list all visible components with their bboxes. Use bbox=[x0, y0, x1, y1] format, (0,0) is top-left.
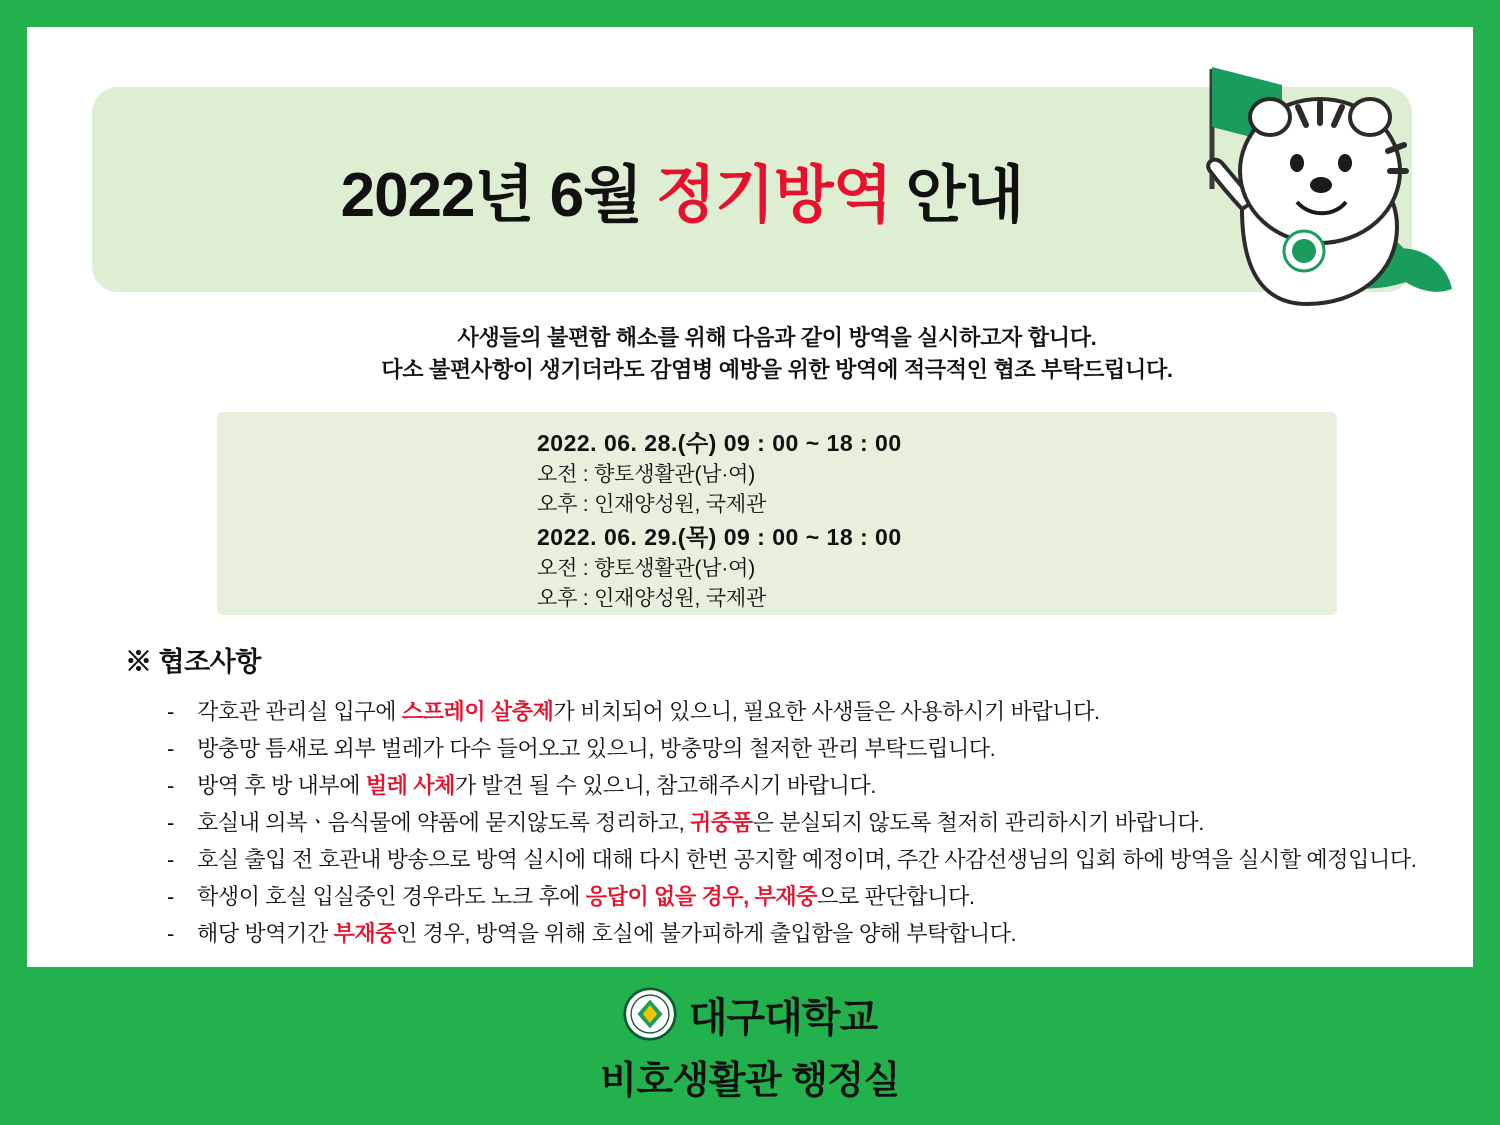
page-title bbox=[92, 87, 1272, 292]
intro-line-2: 다소 불편사항이 생기더라도 감염병 예방을 위한 방역에 적극적인 협조 부탁드립니다. bbox=[381, 357, 1173, 382]
note-text-4: 호실내 의복ㆍ음식물에 약품에 묻지않도록 정리하고, 귀중품은 분실되지 않도록 철저히 관리하시기 바랍니다. bbox=[197, 810, 1204, 835]
intro-text bbox=[54, 322, 1500, 386]
list-bullet: - bbox=[167, 773, 174, 798]
title-part2: 안내 bbox=[905, 161, 1024, 230]
university-emblem-icon bbox=[623, 987, 677, 1041]
schedule-date-2: 2022. 06. 29.(목) 09 : 00 ~ 18 : 00 bbox=[537, 524, 902, 550]
schedule-box bbox=[217, 412, 1337, 615]
schedule-am-2: 오전 : 향토생활관(남·여) bbox=[537, 557, 756, 580]
list-bullet: - bbox=[167, 847, 174, 872]
schedule-am-1: 오전 : 향토생활관(남·여) bbox=[537, 463, 756, 486]
title-part1: 2022년 6월 bbox=[340, 161, 643, 230]
intro-line-1: 사생들의 불편함 해소를 위해 다음과 같이 방역을 실시하고자 합니다. bbox=[457, 325, 1097, 350]
footer-university-name: 대구대학교 bbox=[688, 995, 878, 1040]
note-text-6: 학생이 호실 입실중인 경우라도 노크 후에 응답이 없을 경우, 부재중으로 판단합니다. bbox=[197, 884, 975, 909]
poster-white-area bbox=[27, 27, 1473, 967]
list-item bbox=[167, 695, 1457, 728]
title-band bbox=[92, 87, 1412, 292]
list-bullet: - bbox=[167, 921, 174, 946]
footer-office-name: 비호생활관 행정실 bbox=[600, 1060, 900, 1102]
notes-list bbox=[167, 695, 1457, 954]
list-bullet: - bbox=[167, 884, 174, 909]
list-bullet: - bbox=[167, 699, 174, 724]
footer bbox=[0, 985, 1500, 1104]
list-item bbox=[167, 732, 1457, 765]
list-item bbox=[167, 843, 1457, 876]
schedule-list bbox=[537, 426, 1237, 614]
schedule-pm-2: 오후 : 인재양성원, 국제관 bbox=[537, 587, 767, 610]
list-item bbox=[167, 917, 1457, 950]
note-text-5: 호실 출입 전 호관내 방송으로 방역 실시에 대해 다시 한번 공지할 예정이며, 주간 사감선생님의 입회 하에 방역을 실시할 예정입니다. bbox=[197, 847, 1417, 872]
note-text-2: 방충망 틈새로 외부 벌레가 다수 들어오고 있으니, 방충망의 철저한 관리 부탁드립니다. bbox=[197, 736, 996, 761]
note-text-3: 방역 후 방 내부에 벌레 사체가 발견 될 수 있으니, 참고해주시기 바랍니다. bbox=[197, 773, 876, 798]
list-bullet: - bbox=[167, 736, 174, 761]
schedule-entry bbox=[537, 426, 1237, 520]
list-bullet: - bbox=[167, 810, 174, 835]
title-highlight: 정기방역 bbox=[656, 161, 892, 230]
list-item bbox=[167, 769, 1457, 802]
note-text-1: 각호관 관리실 입구에 스프레이 살충제가 비치되어 있으니, 필요한 사생들은 사용하시기 바랍니다. bbox=[197, 699, 1100, 724]
footer-university-row bbox=[0, 985, 1500, 1043]
schedule-entry bbox=[537, 520, 1237, 614]
list-item bbox=[167, 806, 1457, 839]
list-item bbox=[167, 880, 1457, 913]
schedule-date-1: 2022. 06. 28.(수) 09 : 00 ~ 18 : 00 bbox=[537, 430, 902, 456]
schedule-pm-1: 오후 : 인재양성원, 국제관 bbox=[537, 493, 767, 516]
note-text-7: 해당 방역기간 부재중인 경우, 방역을 위해 호실에 불가피하게 출입함을 양해 부탁합니다. bbox=[197, 921, 1017, 946]
notes-heading: ※ 협조사항 bbox=[125, 647, 261, 677]
